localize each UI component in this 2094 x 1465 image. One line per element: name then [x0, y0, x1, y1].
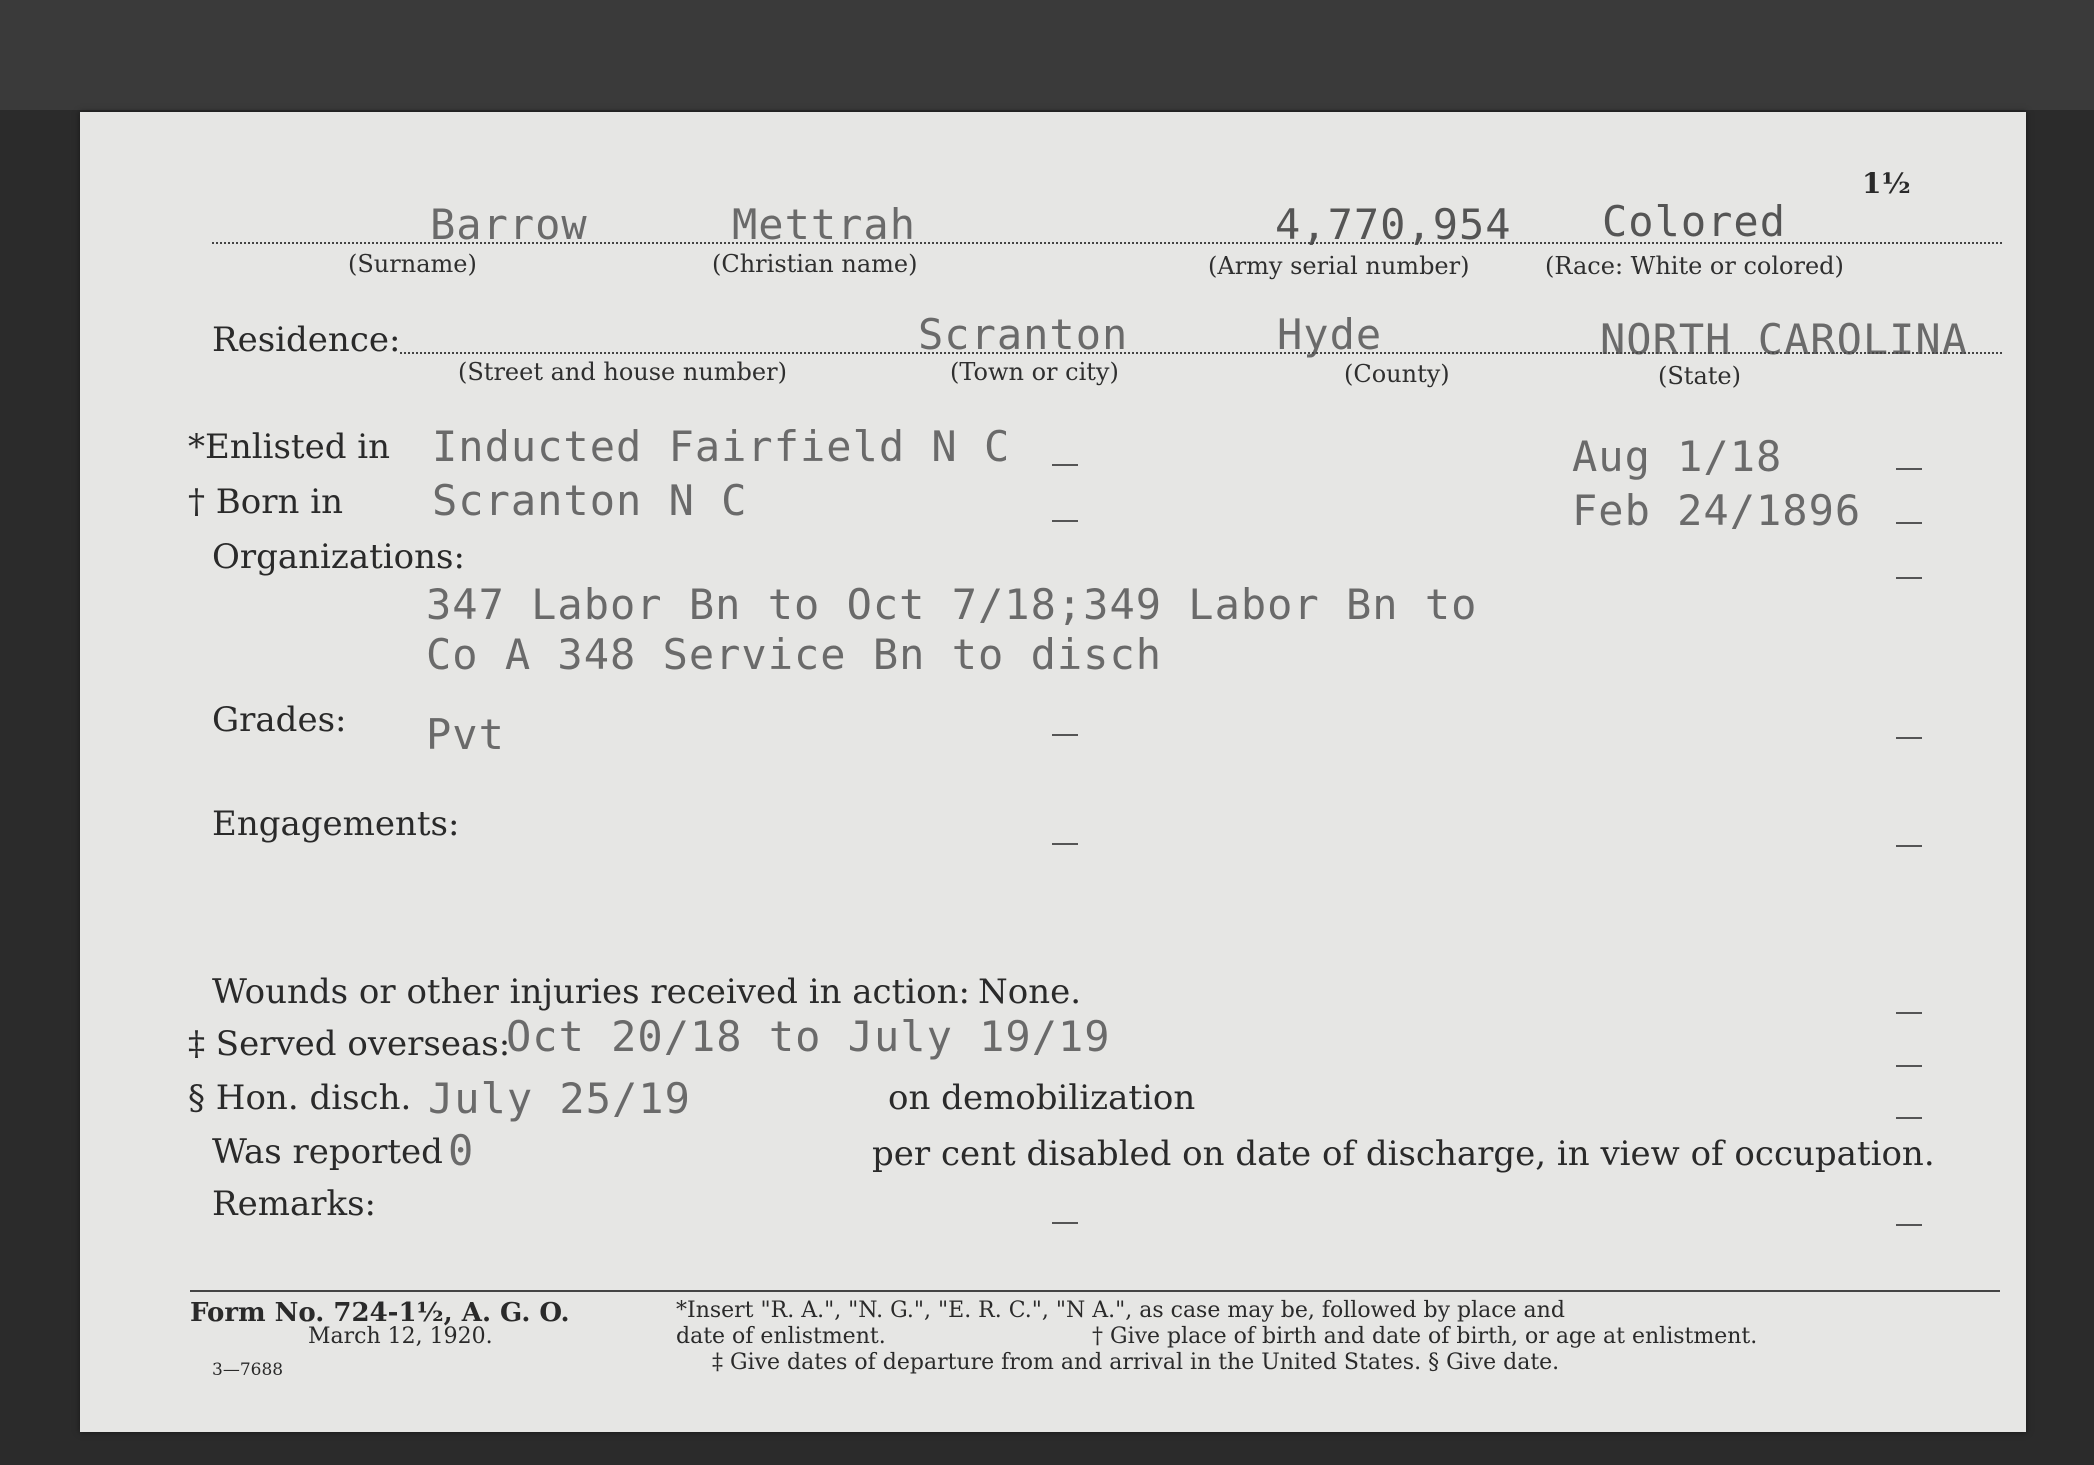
service-record-card [80, 112, 2026, 1432]
footnote-birth: † Give place of birth and date of birth, or age at enlistment. [1092, 1324, 1758, 1349]
dash [1052, 843, 1078, 845]
engagements-label: Engagements: [212, 804, 460, 844]
dash [1896, 577, 1922, 579]
enlisted-label: *Enlisted in [188, 427, 391, 467]
organizations-line-2: Co A 348 Service Bn to disch [426, 630, 1163, 679]
enlisted-place-value: Inducted Fairfield N C [432, 422, 1011, 471]
residence-county-value: Hyde [1277, 310, 1383, 359]
dash [1896, 522, 1922, 524]
residence-label: Residence: [212, 320, 401, 360]
discharge-label: § Hon. disch. [188, 1078, 412, 1118]
footnote-insert: *Insert "R. A.", "N. G.", "E. R. C.", "N A.", as case may be, followed by place and [676, 1298, 1565, 1323]
born-place-value: Scranton N C [432, 476, 748, 525]
race-value: Colored [1602, 197, 1787, 246]
dash [1052, 520, 1078, 522]
grades-value: Pvt [426, 710, 505, 759]
serial-number-value: 4,770,954 [1275, 200, 1512, 249]
footnote-overseas: ‡ Give dates of departure from and arrival in the United States. § Give date. [712, 1350, 1560, 1375]
organizations-line-1: 347 Labor Bn to Oct 7/18;349 Labor Bn to [426, 580, 1478, 629]
christian-name-value: Mettrah [732, 200, 917, 249]
born-label: † Born in [188, 482, 343, 522]
residence-state-value: NORTH CAROLINA [1600, 315, 1969, 364]
dash [1896, 1117, 1922, 1119]
scanner-background [0, 0, 2094, 110]
serial-number-caption: (Army serial number) [1208, 252, 1470, 280]
footer-rule [190, 1290, 2000, 1292]
overseas-value: Oct 20/18 to July 19/19 [506, 1012, 1111, 1061]
footnote-enlistment: date of enlistment. [676, 1324, 886, 1349]
christian-name-caption: (Christian name) [712, 250, 918, 278]
grades-label: Grades: [212, 700, 347, 740]
dash [1896, 1224, 1922, 1226]
disabled-label: Was reported [212, 1132, 443, 1172]
dash [1896, 737, 1922, 739]
wounds-value: None. [978, 972, 1082, 1012]
residence-town-value: Scranton [918, 310, 1129, 359]
form-date: March 12, 1920. [308, 1324, 493, 1349]
card-number: 1½ [1862, 167, 1911, 200]
dash [1896, 468, 1922, 470]
dash [1896, 1065, 1922, 1067]
organizations-label: Organizations: [212, 537, 465, 577]
form-number: Form No. 724-1½, A. G. O. [190, 1298, 570, 1328]
state-caption: (State) [1658, 362, 1741, 390]
disabled-value: 0 [448, 1126, 475, 1175]
county-caption: (County) [1344, 360, 1450, 388]
dash [1896, 845, 1922, 847]
wounds-label: Wounds or other injuries received in action: [212, 972, 970, 1012]
discharge-date-value: July 25/19 [428, 1074, 691, 1123]
residence-line [400, 352, 2002, 354]
enlisted-date-value: Aug 1/18 [1572, 432, 1783, 481]
surname-caption: (Surname) [348, 250, 477, 278]
name-row-line [212, 242, 2002, 244]
disabled-text: per cent disabled on date of discharge, in view of occupation. [872, 1134, 1935, 1174]
surname-value: Barrow [430, 200, 588, 249]
dash [1052, 734, 1078, 736]
remarks-label: Remarks: [212, 1184, 376, 1224]
street-caption: (Street and house number) [458, 358, 787, 386]
town-caption: (Town or city) [950, 358, 1119, 386]
dash [1052, 1222, 1078, 1224]
race-caption: (Race: White or colored) [1545, 252, 1844, 280]
dash [1052, 464, 1078, 466]
print-code: 3—7688 [212, 1360, 284, 1380]
overseas-label: ‡ Served overseas: [188, 1024, 511, 1064]
dash [1896, 1012, 1922, 1014]
born-date-value: Feb 24/1896 [1572, 486, 1862, 535]
discharge-reason: on demobilization [888, 1078, 1196, 1118]
